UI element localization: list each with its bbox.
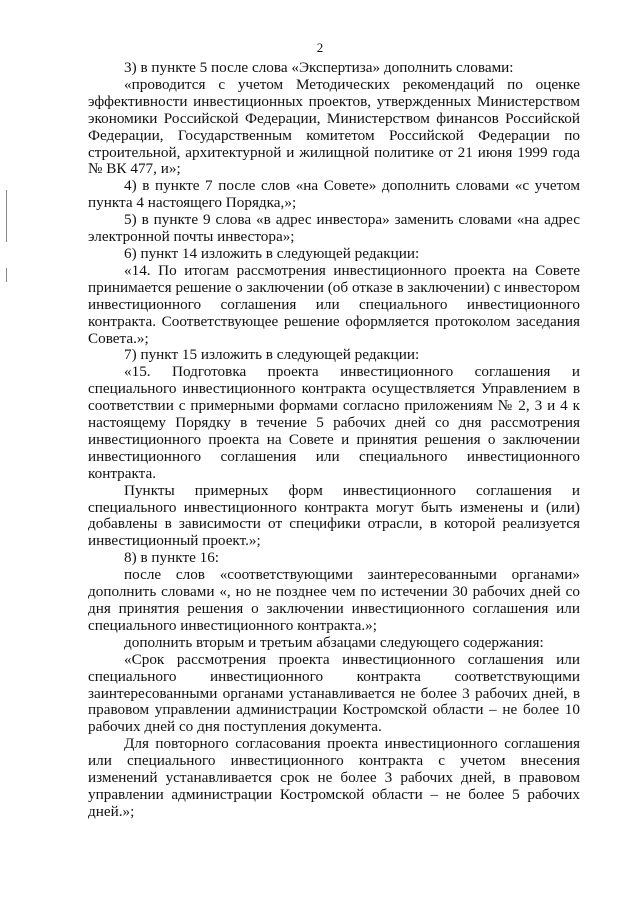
page-number: 2 — [316, 40, 324, 55]
amendment-6-intro: 6) пункт 14 изложить в следующей редакции: — [124, 244, 420, 262]
amendment-8-paragraph-2: «Срок рассмотрения проекта инвестиционного соглашения или специального инвестиционного контракта соответствующими заинтересованными органами устанавливается не более 3 рабочих дней, в правовом управлении администрации Костромской области – не более 10 рабочих дней со дня поступления документа. — [88, 650, 580, 736]
amendment-7-intro: 7) пункт 15 изложить в следующей редакции: — [124, 346, 420, 364]
amendment-8-intro: 8) в пункте 16: — [124, 549, 220, 567]
amendment-7-text: «15. Подготовка проекта инвестиционного соглашения и специального инвестиционного контракта осуществляется Управлением в соответствии с примерными формами согласно приложениям № 2, 3 и 4 к настоящему Порядку в течение 5 рабочих дней со дня рассмотрения инвестиционного проекта на Совете и принятия решения о заключении инвестиционного соглашения или специального инвестиционного контракта. — [88, 363, 580, 482]
amendment-6-text: «14. По итогам рассмотрения инвестиционного проекта на Совете принимается решение о заключении (об отказе в заключении) с инвестором инвестиционного соглашения или специального инвестиционного контракта. Соответствующее решение оформляется протоколом заседания Совета.»; — [88, 261, 580, 347]
amendment-3-text: «проводится с учетом Методических рекомендаций по оценке эффективности инвестиционных проектов, утвержденных Министерством экономики Российской Федерации, Министерством финансов Российской Федерации, Государственным комитетом Российской Федерации по строительной, архитектурной и жилищной политике от 21 июня 1999 года № ВК 477, и»; — [88, 75, 580, 178]
amendment-4: 4) в пункте 7 после слов «на Совете» дополнить словами «с учетом пункта 4 настоящего Порядка,»; — [88, 177, 580, 212]
amendment-8-part-2-intro: дополнить вторым и третьим абзацами следующего содержания: — [124, 633, 544, 651]
document-body — [88, 60, 580, 821]
amendment-5: 5) в пункте 9 слова «в адрес инвестора» заменить словами «на адрес электронной почты инвестора»; — [88, 211, 580, 246]
scan-margin-mark — [6, 268, 7, 282]
amendment-8-part-1: после слов «соответствующими заинтересованными органами» дополнить словами «, но не позднее чем по истечении 30 рабочих дней со дня принятия решения о заключении инвестиционного соглашения или специального инвестиционного контракта.»; — [88, 566, 580, 634]
amendment-8-paragraph-3: Для повторного согласования проекта инвестиционного соглашения или специального инвестиционного контракта с учетом внесения изменений устанавливается срок не более 3 рабочих дней, в правовом управлении администрации Костромской области – не более 5 рабочих дней.»; — [88, 735, 580, 820]
amendment-7-text-cont: Пункты примерных форм инвестиционного соглашения и специального инвестиционного контракта могут быть изменены и (или) добавлены в зависимости от специфики отрасли, в которой реализуется инвестиционный проект.»; — [88, 481, 580, 550]
scan-margin-mark — [6, 190, 7, 242]
amendment-3-intro: 3) в пункте 5 после слова «Экспертиза» дополнить словами: — [124, 59, 514, 76]
